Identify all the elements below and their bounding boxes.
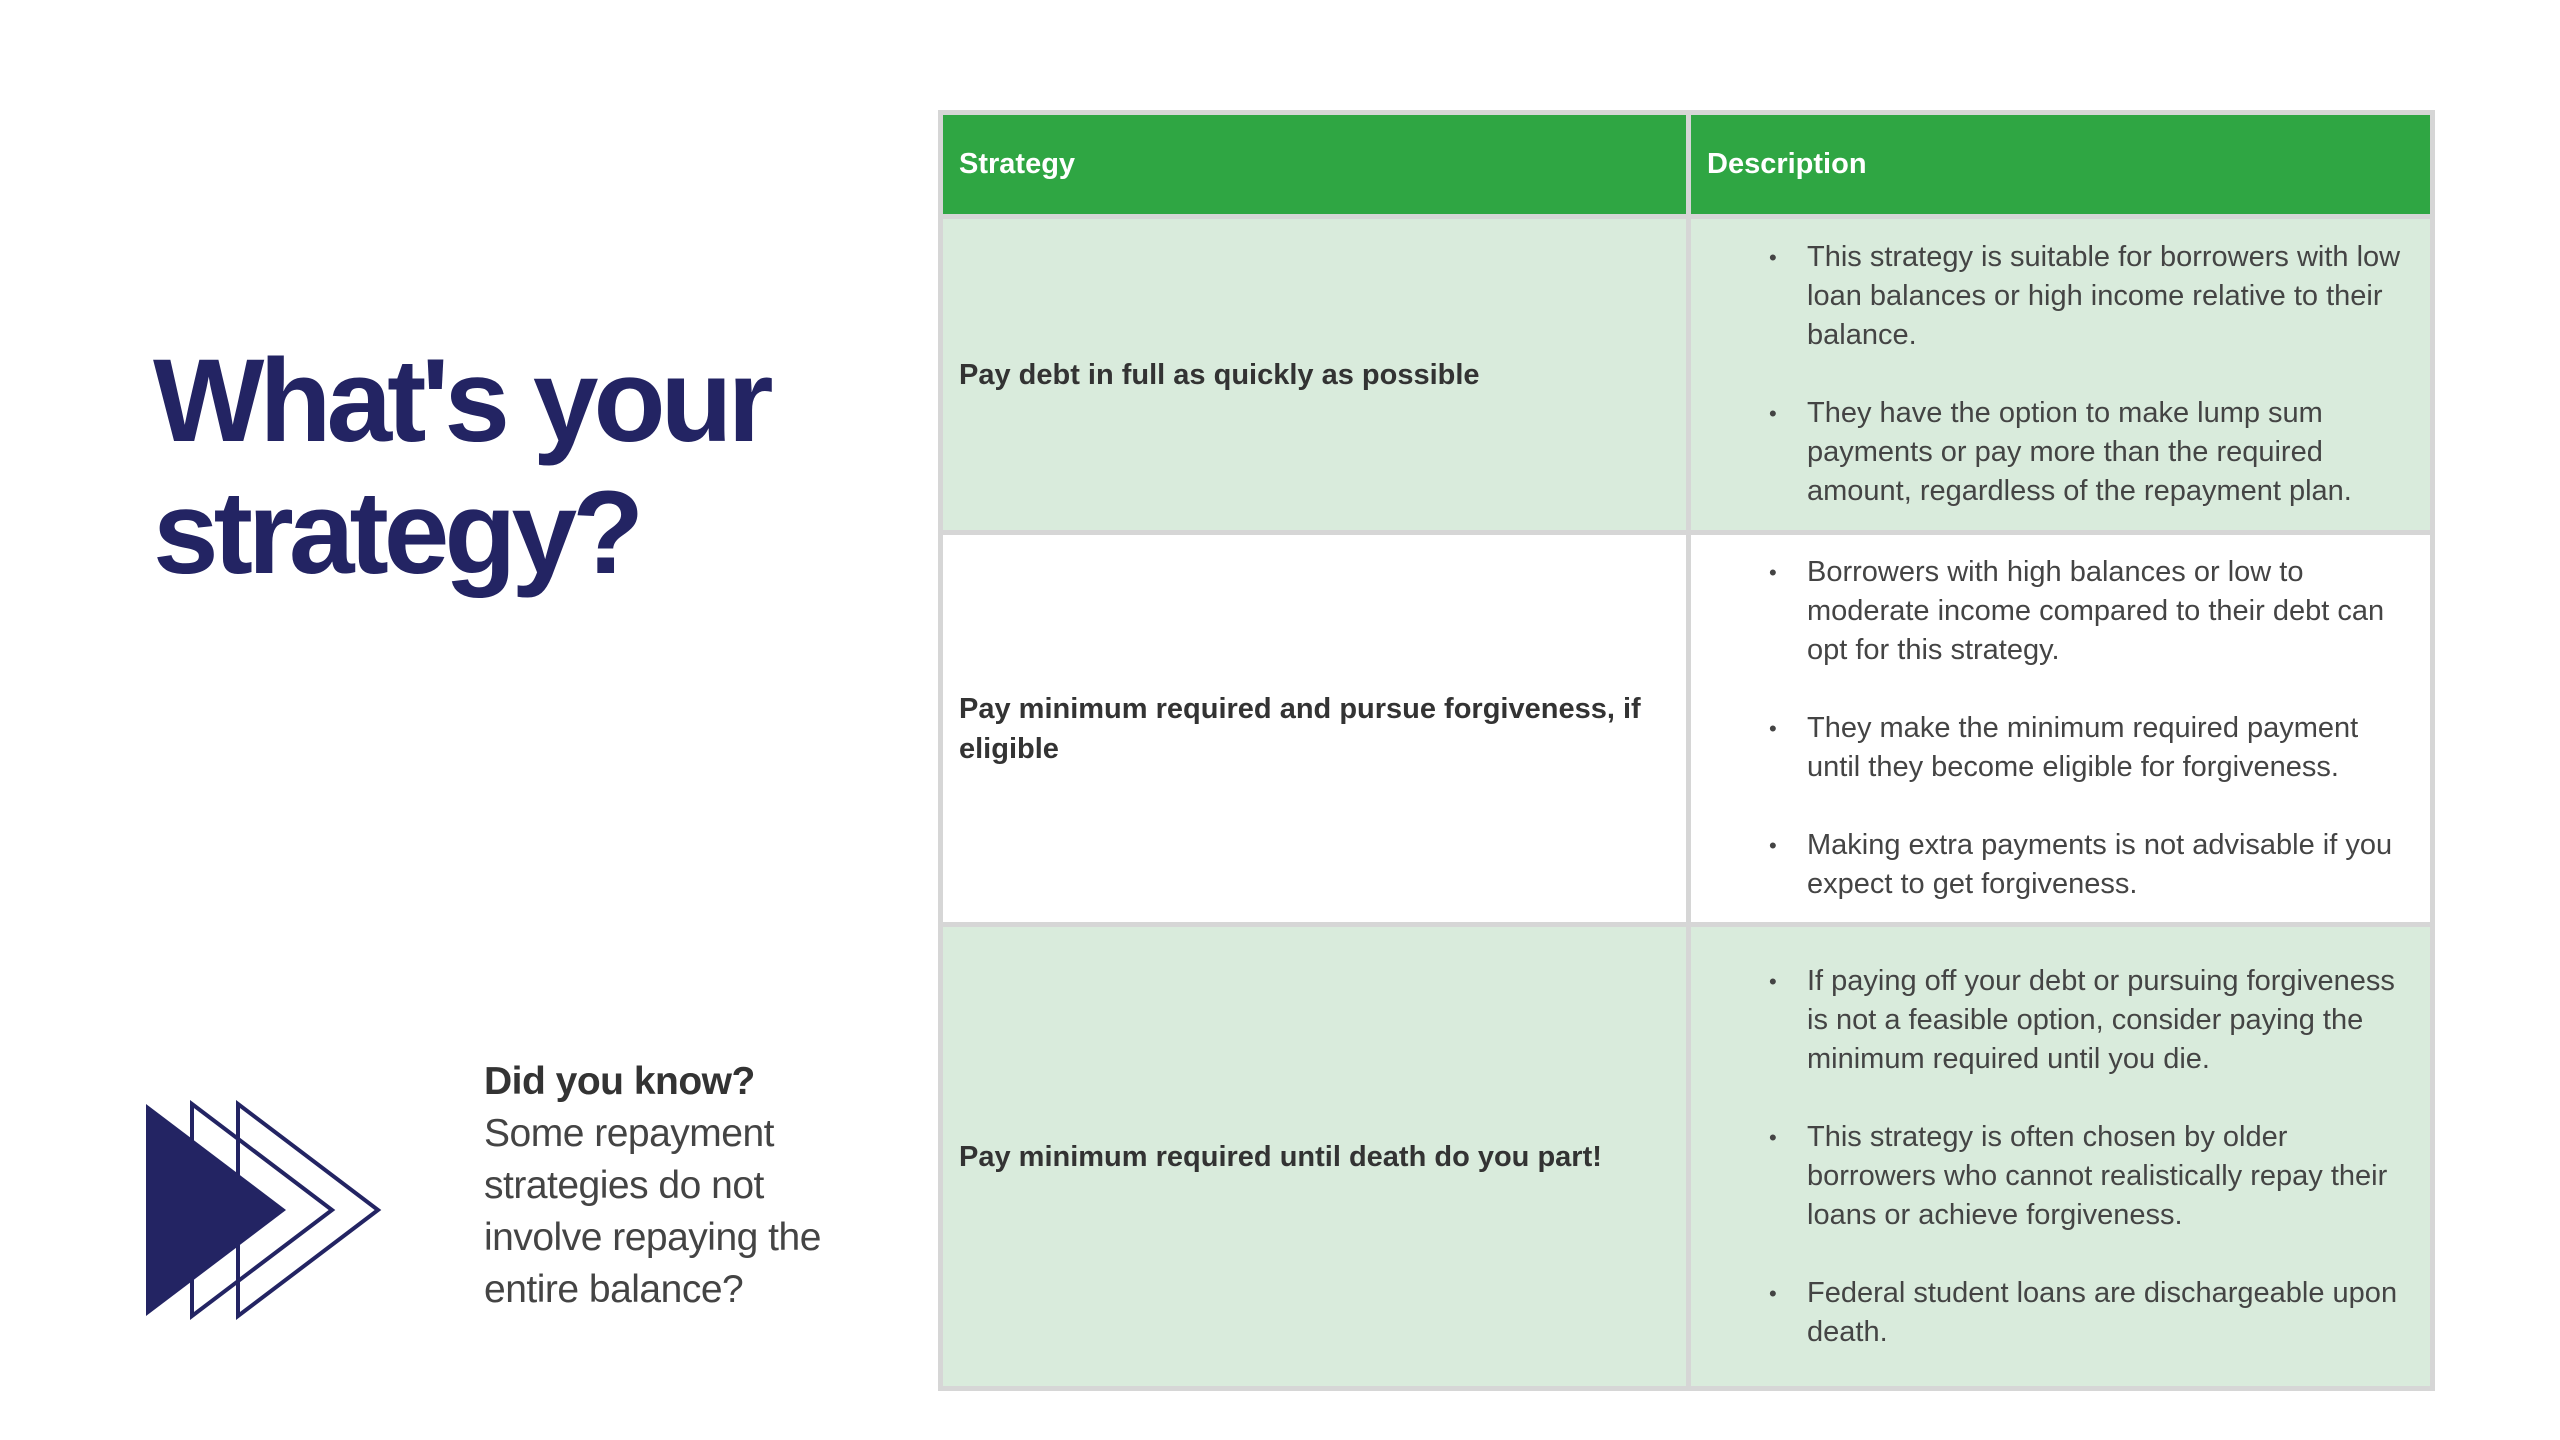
list-item-text: Borrowers with high balances or low to moderate income compared to their debt can opt for this strategy. <box>1807 556 2385 666</box>
list-item <box>1707 1118 2414 1235</box>
strategy-table <box>938 110 2435 1391</box>
bullet-glyph: • <box>1769 401 1777 426</box>
triple-arrow-icon <box>138 1100 388 1320</box>
list-item-text: Making extra payments is not advisable if you expect to get forgiveness. <box>1807 829 2393 900</box>
bullet-glyph: • <box>1769 1280 1777 1306</box>
description-list <box>1707 553 2414 904</box>
arrow-solid-front <box>146 1104 286 1316</box>
column-header-description: Description <box>1689 113 2433 217</box>
list-item <box>1707 1274 2414 1352</box>
list-item-text: This strategy is suitable for borrowers with low loan balances or high income relative to their balance. <box>1807 241 2401 351</box>
list-item <box>1707 238 2414 355</box>
list-item <box>1707 553 2414 670</box>
description-list <box>1707 238 2414 511</box>
list-item-text: Federal student loans are dischargeable upon death. <box>1807 1276 2398 1348</box>
table-row <box>941 533 2433 925</box>
list-item-text: They make the minimum required payment until they become eligible for forgiveness. <box>1807 712 2359 783</box>
description-cell <box>1689 533 2433 925</box>
list-item-text: This strategy is often chosen by older borrowers who cannot realistically repay their loans or achieve forgiveness. <box>1807 1120 2388 1231</box>
strategy-cell: Pay minimum required and pursue forgiveness, if eligible <box>941 533 1689 925</box>
bullet-glyph: • <box>1769 560 1777 585</box>
strategy-cell: Pay minimum required until death do you part! <box>941 925 1689 1389</box>
bullet-glyph: • <box>1769 1124 1777 1150</box>
bullet-glyph: • <box>1769 833 1777 858</box>
description-cell <box>1689 217 2433 533</box>
page-title: What's your strategy? <box>153 335 769 599</box>
did-you-know-body: Some repayment strategies do not involve repaying the entire balance? <box>484 1112 821 1311</box>
description-list <box>1707 962 2414 1352</box>
list-item <box>1707 962 2414 1079</box>
list-item <box>1707 709 2414 787</box>
list-item <box>1707 826 2414 904</box>
list-item-text: They have the option to make lump sum payments or pay more than the required amount, regardless of the repayment plan. <box>1807 397 2352 507</box>
column-header-strategy: Strategy <box>941 113 1689 217</box>
did-you-know-heading: Did you know? <box>484 1060 755 1103</box>
list-item-text: If paying off your debt or pursuing forgiveness is not a feasible option, consider paying the minimum required until you die. <box>1807 964 2395 1075</box>
table-header-row <box>941 113 2433 217</box>
table-row <box>941 217 2433 533</box>
strategy-cell: Pay debt in full as quickly as possible <box>941 217 1689 533</box>
strategy-table-container <box>938 110 2430 1386</box>
did-you-know-callout <box>484 1056 864 1316</box>
bullet-glyph: • <box>1769 245 1777 270</box>
bullet-glyph: • <box>1769 968 1777 994</box>
table-row <box>941 925 2433 1389</box>
list-item <box>1707 394 2414 511</box>
description-cell <box>1689 925 2433 1389</box>
bullet-glyph: • <box>1769 716 1777 741</box>
